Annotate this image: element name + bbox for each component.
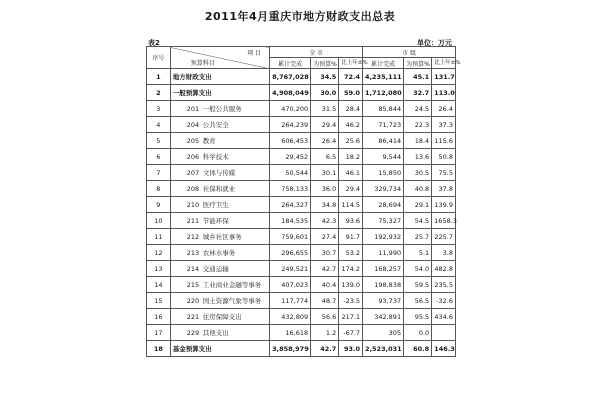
header-muni-cum: 累计完成 [363, 58, 404, 69]
row-code: 204 [186, 121, 200, 129]
header-city: 全 市 [270, 47, 363, 58]
table-row [147, 325, 456, 341]
city-cum: 3,858,979 [270, 341, 311, 357]
row-index: 7 [147, 165, 171, 181]
muni-pct: 30.5 [404, 165, 432, 181]
muni-pct: 24.5 [404, 101, 432, 117]
muni-yoy: -32.6 [432, 293, 456, 309]
header-muni-yoy: 比上年±% [432, 58, 456, 69]
row-subject [170, 133, 269, 149]
city-pct: 42.7 [311, 341, 339, 357]
row-code: 208 [186, 185, 200, 193]
muni-cum: 15,850 [363, 165, 404, 181]
row-subject [170, 261, 269, 277]
row-code: 206 [186, 153, 200, 161]
header-item-subject [170, 47, 269, 69]
row-subject [170, 309, 269, 325]
city-cum: 16,618 [270, 325, 311, 341]
city-yoy: 93.0 [339, 341, 363, 357]
city-cum: 4,908,049 [270, 85, 311, 101]
city-yoy: 18.2 [339, 149, 363, 165]
header-item: 项 目 [247, 50, 262, 57]
row-index: 10 [147, 213, 171, 229]
muni-cum: 305 [363, 325, 404, 341]
row-subject [170, 229, 269, 245]
city-pct: 40.4 [311, 277, 339, 293]
city-cum: 758,133 [270, 181, 311, 197]
muni-pct: 54.0 [404, 261, 432, 277]
table-row [147, 341, 456, 357]
row-index: 16 [147, 309, 171, 325]
city-pct: 42.7 [311, 261, 339, 277]
city-yoy: 25.6 [339, 133, 363, 149]
muni-pct: 95.5 [404, 309, 432, 325]
row-subject [170, 165, 269, 181]
city-pct: 34.8 [311, 197, 339, 213]
city-cum: 117,774 [270, 293, 311, 309]
row-subject [170, 69, 269, 85]
table-row [147, 309, 456, 325]
table-label: 表2 [148, 39, 160, 47]
muni-yoy: 115.6 [432, 133, 456, 149]
muni-pct: 32.7 [404, 85, 432, 101]
row-code: 215 [186, 281, 200, 289]
row-index: 11 [147, 229, 171, 245]
row-name: 科学技术 [202, 153, 229, 161]
row-index: 14 [147, 277, 171, 293]
table-row [147, 101, 456, 117]
city-yoy: 91.7 [339, 229, 363, 245]
row-code: 229 [186, 329, 200, 337]
row-code: 212 [186, 233, 200, 241]
table-row [147, 181, 456, 197]
table-row [147, 85, 456, 101]
muni-cum: 75,327 [363, 213, 404, 229]
row-index: 6 [147, 149, 171, 165]
city-yoy: 174.2 [339, 261, 363, 277]
row-subject [170, 277, 269, 293]
row-subject [170, 181, 269, 197]
row-subject [170, 245, 269, 261]
city-cum: 29,452 [270, 149, 311, 165]
row-name: 一般公共服务 [202, 105, 242, 113]
header-index: 序号 [147, 47, 171, 69]
muni-yoy: 235.5 [432, 277, 456, 293]
row-name: 医疗卫生 [202, 201, 229, 209]
city-pct: 42.3 [311, 213, 339, 229]
table-row [147, 229, 456, 245]
muni-cum: 168,257 [363, 261, 404, 277]
city-yoy: 93.6 [339, 213, 363, 229]
muni-cum: 71,723 [363, 117, 404, 133]
muni-cum: 85,844 [363, 101, 404, 117]
muni-cum: 93,737 [363, 293, 404, 309]
muni-pct: 25.7 [404, 229, 432, 245]
muni-pct: 0.0 [404, 325, 432, 341]
row-index: 12 [147, 245, 171, 261]
muni-pct: 18.4 [404, 133, 432, 149]
muni-pct: 40.8 [404, 181, 432, 197]
muni-yoy: 113.0 [432, 85, 456, 101]
muni-yoy: 139.9 [432, 197, 456, 213]
row-index: 9 [147, 197, 171, 213]
city-cum: 606,453 [270, 133, 311, 149]
row-name: 城乡社区事务 [202, 233, 242, 241]
muni-pct: 56.5 [404, 293, 432, 309]
muni-cum: 28,694 [363, 197, 404, 213]
muni-cum: 86,414 [363, 133, 404, 149]
table-row [147, 133, 456, 149]
city-pct: 26.4 [311, 133, 339, 149]
city-pct: 34.5 [311, 69, 339, 85]
row-name: 其他支出 [202, 329, 229, 337]
city-cum: 759,601 [270, 229, 311, 245]
table-row [147, 165, 456, 181]
muni-cum: 11,990 [363, 245, 404, 261]
city-pct: 30.1 [311, 165, 339, 181]
header-city-yoy: 比上年±% [339, 58, 363, 69]
row-code: 205 [186, 137, 200, 145]
city-yoy: 114.5 [339, 197, 363, 213]
row-code: 211 [186, 217, 200, 225]
row-subject [170, 341, 269, 357]
row-index: 18 [147, 341, 171, 357]
muni-yoy: 1658.3 [432, 213, 456, 229]
muni-yoy: 225.7 [432, 229, 456, 245]
muni-pct: 54.5 [404, 213, 432, 229]
muni-yoy: 434.6 [432, 309, 456, 325]
row-name: 地方财政支出 [172, 73, 212, 81]
city-yoy: 46.2 [339, 117, 363, 133]
header-city-cum: 累计完成 [270, 58, 311, 69]
row-index: 15 [147, 293, 171, 309]
row-index: 1 [147, 69, 171, 85]
row-name: 一般预算支出 [172, 89, 212, 97]
city-cum: 184,535 [270, 213, 311, 229]
city-yoy: 59.0 [339, 85, 363, 101]
row-subject [170, 149, 269, 165]
muni-cum: 329,734 [363, 181, 404, 197]
row-code: 201 [186, 105, 200, 113]
row-index: 4 [147, 117, 171, 133]
table-row [147, 213, 456, 229]
city-cum: 264,327 [270, 197, 311, 213]
row-index: 2 [147, 85, 171, 101]
page-title: 2011年4月重庆市地方财政支出总表 [204, 10, 396, 23]
table-row [147, 245, 456, 261]
muni-cum: 4,235,111 [363, 69, 404, 85]
expenditure-table [146, 46, 461, 357]
muni-pct: 60.8 [404, 341, 432, 357]
muni-cum: 1,712,080 [363, 85, 404, 101]
row-name: 节能环保 [202, 217, 229, 225]
muni-pct: 59.5 [404, 277, 432, 293]
row-subject [170, 101, 269, 117]
table-row [147, 69, 456, 85]
row-index: 13 [147, 261, 171, 277]
row-subject [170, 325, 269, 341]
city-yoy: 28.4 [339, 101, 363, 117]
muni-cum: 2,523,031 [363, 341, 404, 357]
row-code: 207 [186, 169, 200, 177]
row-subject [170, 85, 269, 101]
city-pct: 27.4 [311, 229, 339, 245]
table-row [147, 293, 456, 309]
muni-yoy: 146.3 [432, 341, 456, 357]
header-subject: 预算科目 [190, 60, 215, 67]
city-cum: 470,200 [270, 101, 311, 117]
city-cum: 432,809 [270, 309, 311, 325]
city-yoy: -23.5 [339, 293, 363, 309]
city-yoy: 29.4 [339, 181, 363, 197]
row-name: 工业商业金融等事务 [202, 281, 262, 289]
muni-yoy: 50.8 [432, 149, 456, 165]
unit-label: 单位：万元 [417, 39, 452, 47]
row-name: 基金预算支出 [172, 345, 212, 353]
muni-pct: 5.1 [404, 245, 432, 261]
muni-yoy: 75.5 [432, 165, 456, 181]
row-name: 住房保障支出 [202, 313, 242, 321]
city-cum: 407,023 [270, 277, 311, 293]
city-yoy: 53.2 [339, 245, 363, 261]
row-name: 公共安全 [202, 121, 229, 129]
row-name: 教育 [202, 137, 216, 145]
muni-yoy: 3.8 [432, 245, 456, 261]
table-row [147, 197, 456, 213]
row-subject [170, 213, 269, 229]
city-yoy: 139.0 [339, 277, 363, 293]
muni-cum: 192,932 [363, 229, 404, 245]
row-name: 国土资源气象等事务 [202, 297, 262, 305]
city-pct: 30.7 [311, 245, 339, 261]
city-cum: 50,544 [270, 165, 311, 181]
muni-yoy [432, 325, 456, 341]
table-row [147, 261, 456, 277]
table-row [147, 117, 456, 133]
city-pct: 31.5 [311, 101, 339, 117]
row-index: 5 [147, 133, 171, 149]
muni-yoy: 26.4 [432, 101, 456, 117]
muni-yoy: 482.8 [432, 261, 456, 277]
city-cum: 296,655 [270, 245, 311, 261]
muni-yoy: 37.3 [432, 117, 456, 133]
muni-pct: 29.1 [404, 197, 432, 213]
city-pct: 6.5 [311, 149, 339, 165]
city-pct: 36.0 [311, 181, 339, 197]
row-code: 210 [186, 201, 200, 209]
city-pct: 48.7 [311, 293, 339, 309]
row-name: 社保和就业 [202, 185, 236, 193]
city-pct: 30.0 [311, 85, 339, 101]
muni-pct: 45.1 [404, 69, 432, 85]
city-yoy: 46.1 [339, 165, 363, 181]
muni-pct: 13.6 [404, 149, 432, 165]
row-code: 220 [186, 297, 200, 305]
row-subject [170, 117, 269, 133]
row-subject [170, 197, 269, 213]
header-municipal: 市 级 [363, 47, 456, 58]
row-code: 221 [186, 313, 200, 321]
city-cum: 264,239 [270, 117, 311, 133]
row-index: 8 [147, 181, 171, 197]
muni-cum: 342,891 [363, 309, 404, 325]
muni-pct: 22.3 [404, 117, 432, 133]
row-index: 3 [147, 101, 171, 117]
city-yoy: 72.4 [339, 69, 363, 85]
header-city-pct: 为预算% [311, 58, 339, 69]
table-row [147, 149, 456, 165]
city-pct: 29.4 [311, 117, 339, 133]
city-yoy: -67.7 [339, 325, 363, 341]
city-pct: 56.6 [311, 309, 339, 325]
city-pct: 1.2 [311, 325, 339, 341]
city-yoy: 217.1 [339, 309, 363, 325]
muni-yoy: 37.8 [432, 181, 456, 197]
row-index: 17 [147, 325, 171, 341]
row-subject [170, 293, 269, 309]
table-row [147, 277, 456, 293]
header-muni-pct: 为预算% [404, 58, 432, 69]
muni-yoy: 131.7 [432, 69, 456, 85]
city-cum: 8,767,028 [270, 69, 311, 85]
muni-cum: 9,544 [363, 149, 404, 165]
row-name: 文体与传媒 [202, 169, 236, 177]
row-name: 交通运输 [202, 265, 229, 273]
row-name: 农林水事务 [202, 249, 236, 257]
muni-cum: 198,838 [363, 277, 404, 293]
row-code: 214 [186, 265, 200, 273]
city-cum: 249,521 [270, 261, 311, 277]
row-code: 213 [186, 249, 200, 257]
